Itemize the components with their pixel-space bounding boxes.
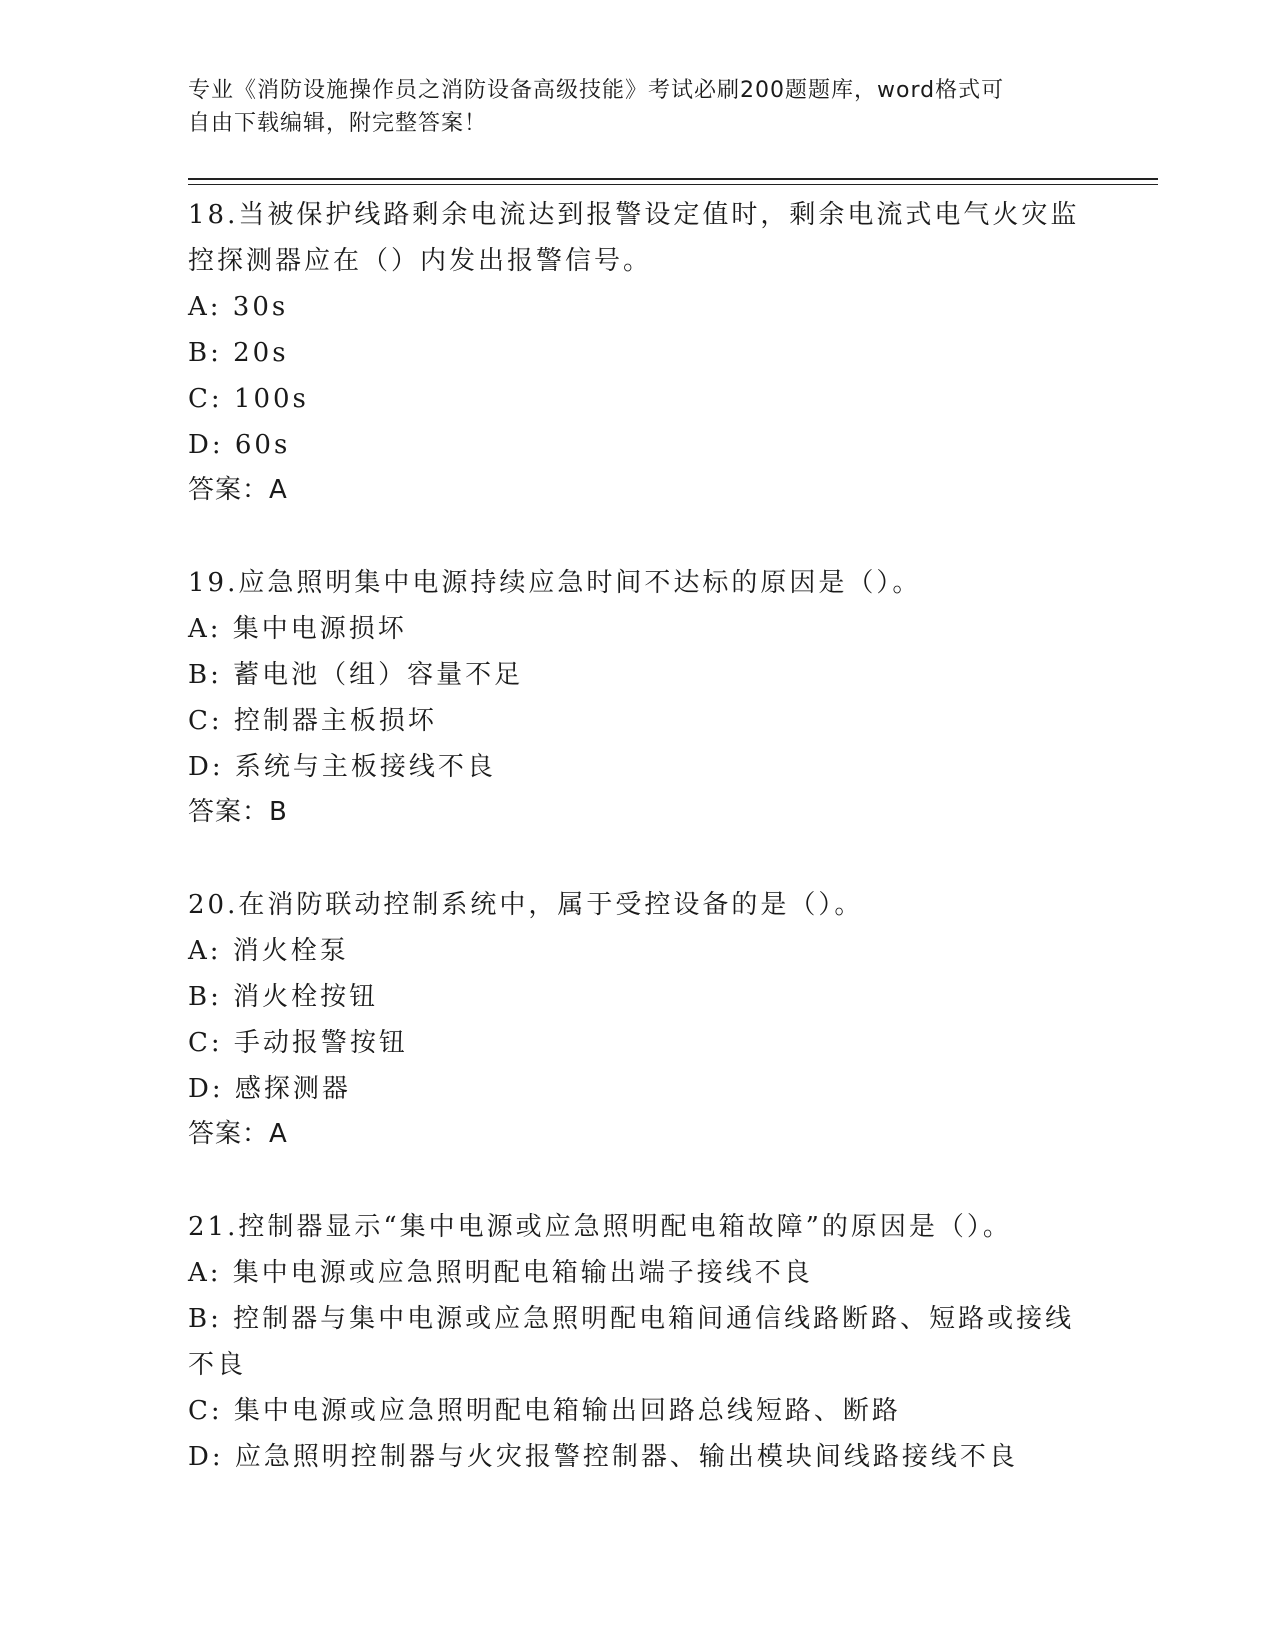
question-stem-line: 18.当被保护线路剩余电流达到报警设定值时，剩余电流式电气火灾监 xyxy=(188,200,1080,230)
header-divider-top xyxy=(188,178,1158,180)
header-divider-bottom xyxy=(188,184,1158,185)
option-d: D: 60s xyxy=(188,430,291,460)
question-19 xyxy=(188,560,1088,834)
option-a: A: 消火栓泵 xyxy=(188,936,349,966)
question-stem-line: 控探测器应在（）内发出报警信号。 xyxy=(188,246,653,276)
document-header xyxy=(188,74,1068,140)
option-b: B: 20s xyxy=(188,338,289,368)
option-c: C: 控制器主板损坏 xyxy=(188,706,437,736)
option-a: A: 集中电源损坏 xyxy=(188,614,407,644)
option-b: B: 消火栓按钮 xyxy=(188,982,379,1012)
option-d: D: 应急照明控制器与火灾报警控制器、输出模块间线路接线不良 xyxy=(188,1442,1018,1472)
option-d: D: 系统与主板接线不良 xyxy=(188,752,496,782)
question-list xyxy=(188,192,1088,1480)
option-a: A: 集中电源或应急照明配电箱输出端子接线不良 xyxy=(188,1258,813,1288)
question-21 xyxy=(188,1204,1088,1480)
answer-line: 答案：B xyxy=(188,797,288,827)
option-c: C: 100s xyxy=(188,384,309,414)
question-stem-line: 19.应急照明集中电源持续应急时间不达标的原因是（）。 xyxy=(188,568,922,598)
answer-line: 答案：A xyxy=(188,1119,288,1149)
option-b: B: 控制器与集中电源或应急照明配电箱间通信线路断路、短路或接线 xyxy=(188,1304,1075,1334)
header-line-2: 自由下载编辑，附完整答案！ xyxy=(188,111,488,136)
question-20 xyxy=(188,882,1088,1156)
question-stem-line: 20.在消防联动控制系统中，属于受控设备的是（）。 xyxy=(188,890,864,920)
question-18 xyxy=(188,192,1088,512)
header-line-1: 专业《消防设施操作员之消防设备高级技能》考试必刷200题题库，word格式可 xyxy=(188,78,1005,103)
option-a: A: 30s xyxy=(188,292,289,322)
answer-line: 答案：A xyxy=(188,475,288,505)
option-c: C: 手动报警按钮 xyxy=(188,1028,408,1058)
option-c: C: 集中电源或应急照明配电箱输出回路总线短路、断路 xyxy=(188,1396,901,1426)
question-stem-line: 21.控制器显示“集中电源或应急照明配电箱故障”的原因是（）。 xyxy=(188,1212,1012,1242)
option-b: B: 蓄电池（组）容量不足 xyxy=(188,660,524,690)
option-b-continuation: 不良 xyxy=(188,1350,247,1380)
option-d: D: 感探测器 xyxy=(188,1074,351,1104)
